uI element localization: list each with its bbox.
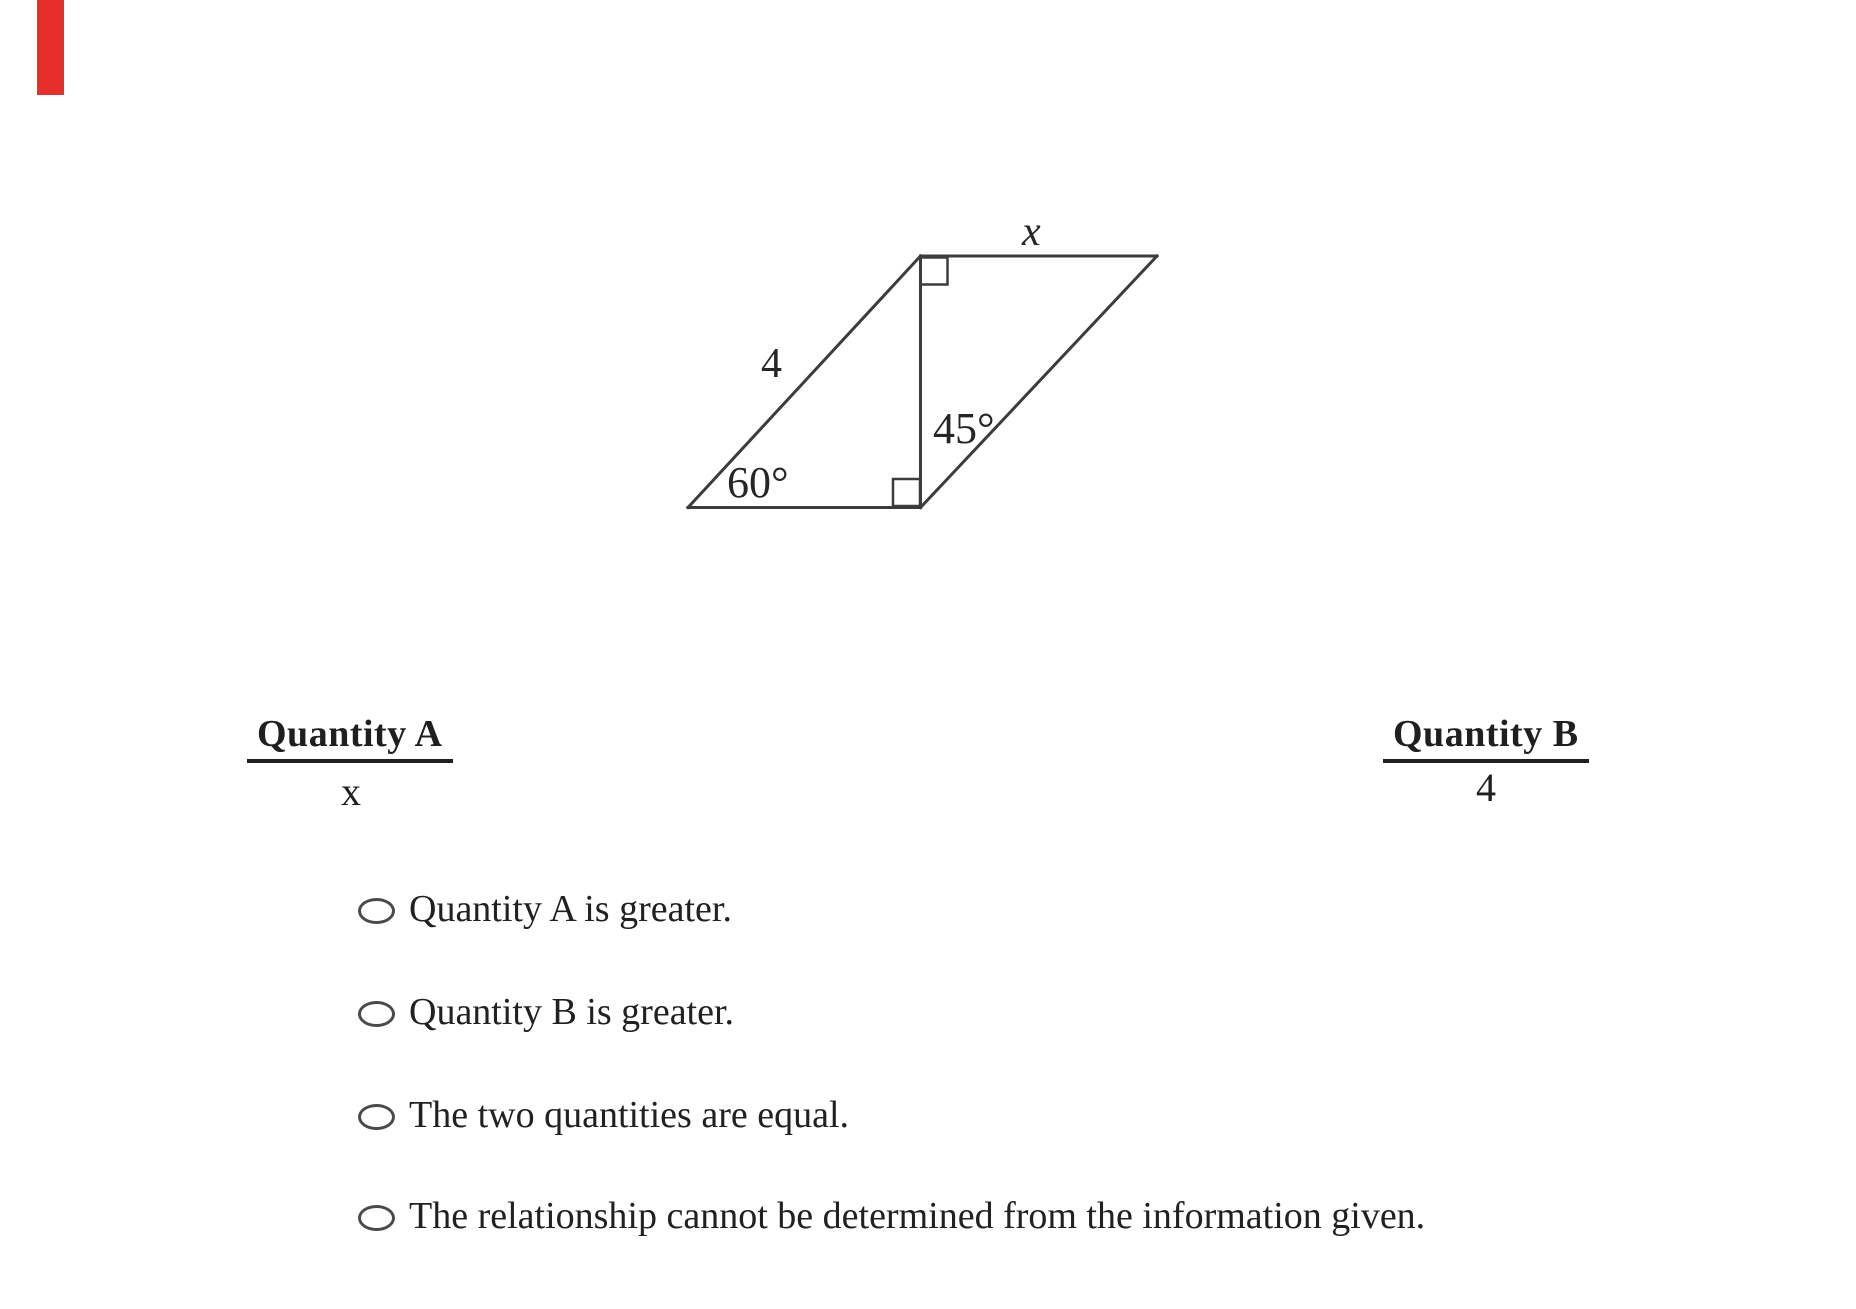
figure-svg xyxy=(600,180,1240,560)
geometry-figure xyxy=(600,180,1240,560)
option-a-label: Quantity A is greater. xyxy=(409,888,732,930)
answer-option-a[interactable] xyxy=(358,884,732,938)
figure-label-x: x xyxy=(1022,209,1041,255)
radio-option-b[interactable] xyxy=(358,1001,395,1027)
answer-option-b[interactable] xyxy=(358,987,734,1041)
answer-option-d[interactable] xyxy=(358,1191,1425,1245)
radio-option-d[interactable] xyxy=(358,1205,395,1231)
figure-right-slant-line xyxy=(921,256,1158,508)
option-d-label: The relationship cannot be determined from the information given. xyxy=(409,1195,1426,1237)
radio-option-c[interactable] xyxy=(358,1104,395,1130)
quantity-a-title: Quantity A xyxy=(247,712,453,763)
radio-option-a[interactable] xyxy=(358,898,395,924)
right-angle-mark-bottom xyxy=(893,479,920,506)
figure-label-4: 4 xyxy=(761,341,782,387)
option-c-label: The two quantities are equal. xyxy=(409,1094,850,1136)
option-b-label: Quantity B is greater. xyxy=(409,991,735,1033)
figure-label-60deg: 60° xyxy=(727,458,789,507)
right-angle-mark-top xyxy=(921,258,948,285)
quantity-b-title: Quantity B xyxy=(1383,712,1589,763)
answer-option-c[interactable] xyxy=(358,1090,849,1144)
quantity-a-value: x xyxy=(341,769,361,814)
figure-label-45deg: 45° xyxy=(933,404,995,453)
page-edge-red-marker xyxy=(37,0,64,95)
figure-left-slant-line xyxy=(688,256,921,508)
quantity-b-value: 4 xyxy=(1476,765,1496,810)
quantity-b-header xyxy=(1383,712,1589,763)
quantity-a-header xyxy=(247,712,453,763)
